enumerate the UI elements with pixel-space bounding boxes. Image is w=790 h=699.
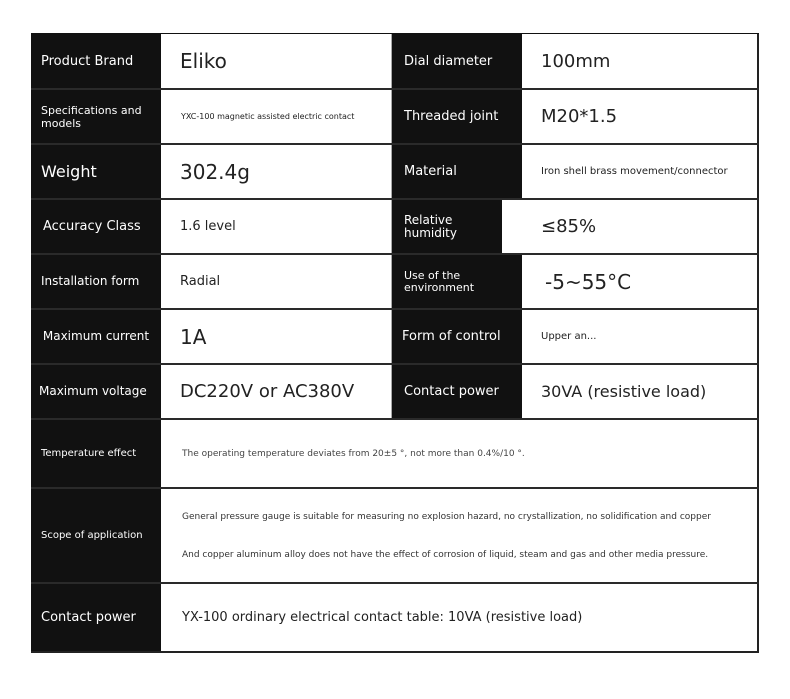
value-material: Iron shell brass movement/connector: [522, 145, 759, 198]
label-product-brand: Product Brand: [31, 34, 161, 88]
value-product-brand: Eliko: [161, 34, 392, 88]
label-installation-form: Installation form: [31, 255, 161, 308]
value-contact-power-full: [161, 584, 759, 651]
label-form-of-control: Form of control: [392, 310, 522, 363]
table-row: [31, 200, 759, 255]
label-scope-of-application: Scope of application: [31, 489, 161, 582]
value-maximum-voltage: DC220V or AC380V: [161, 365, 392, 418]
value-weight: 302.4g: [161, 145, 392, 198]
table-row: [31, 489, 759, 584]
label-maximum-voltage: Maximum voltage: [31, 365, 161, 418]
table-row: [31, 584, 759, 653]
table-row: [31, 145, 759, 200]
value-relative-humidity: ≤85%: [502, 200, 759, 253]
scope-line-2: And copper aluminum alloy does not have the effect of corrosion of liquid, steam and gas and other media pressure.: [182, 549, 709, 560]
label-accuracy-class: Accuracy Class: [31, 200, 161, 253]
spec-table: [31, 33, 759, 653]
value-accuracy-class: 1.6 level: [161, 200, 392, 253]
label-dial-diameter: Dial diameter: [392, 34, 522, 88]
table-row: [31, 310, 759, 365]
table-row: [31, 90, 759, 145]
label-use-of-environment: Use of the environment: [392, 255, 522, 308]
label-material: Material: [392, 145, 522, 198]
value-form-of-control: Upper an...: [522, 310, 759, 363]
contact-power-text: YX-100 ordinary electrical contact table: 10VA (resistive load): [182, 610, 583, 625]
value-use-of-environment: -5~55°C: [522, 255, 759, 308]
temperature-effect-text: The operating temperature deviates from 20±5 °, not more than 0.4%/10 °.: [182, 448, 525, 459]
value-temperature-effect: [161, 420, 759, 487]
value-dial-diameter: 100mm: [522, 34, 759, 88]
value-installation-form: Radial: [161, 255, 392, 308]
value-scope-of-application: [161, 489, 759, 582]
value-maximum-current: 1A: [161, 310, 392, 363]
label-contact-power: Contact power: [392, 365, 522, 418]
table-row: [31, 255, 759, 310]
scope-line-1: General pressure gauge is suitable for measuring no explosion hazard, no crystallization, no solidification and copper: [182, 511, 711, 522]
table-row: [31, 365, 759, 420]
value-threaded-joint: M20*1.5: [522, 90, 759, 143]
table-row: [31, 420, 759, 489]
label-threaded-joint: Threaded joint: [392, 90, 522, 143]
label-relative-humidity: Relative humidity: [392, 200, 502, 253]
value-contact-power: 30VA (resistive load): [522, 365, 759, 418]
label-contact-power-full: Contact power: [31, 584, 161, 651]
label-weight: Weight: [31, 145, 161, 198]
value-specifications: YXC-100 magnetic assisted electric contact: [161, 90, 392, 143]
table-row: [31, 34, 759, 90]
label-temperature-effect: Temperature effect: [31, 420, 161, 487]
label-maximum-current: Maximum current: [31, 310, 161, 363]
label-specifications: Specifications and models: [31, 90, 161, 143]
